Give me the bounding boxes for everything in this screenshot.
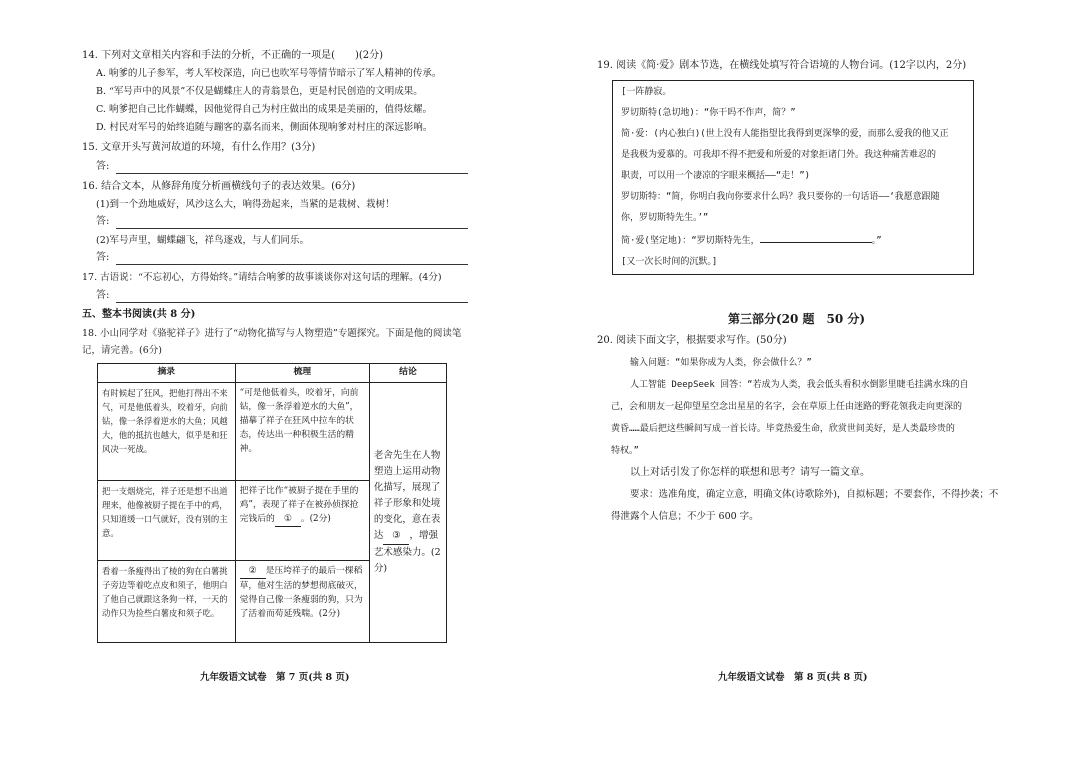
q20-para-3: 以上对话引发了你怎样的联想和思考？请写一篇文章。 bbox=[630, 467, 870, 478]
q20-para-2c: 黄昏……最后把这些瞬间写成一首长诗。毕竟热爱生命，欣赏世间美好，是人类最珍贵的 bbox=[611, 424, 955, 434]
q16-item-2: (2)军号声里，蝴蝶翩飞，祥鸟逐戏，与人们同乐。 bbox=[96, 235, 309, 246]
excerpt-cell-1: 有时候起了狂风，把他打得出不来气，可是他低着头，咬着牙，向前钻，像一条浮着逆水的大鱼；风越大，他的抵抗也越大，似乎是和狂风决一死战。 bbox=[98, 383, 236, 481]
page-7-footer: 九年级语文试卷 第 7 页(共 8 页) bbox=[200, 672, 350, 683]
script-line-1: 罗切斯特(急切地)：“你干吗不作声，简？” bbox=[621, 108, 796, 118]
reading-notes-table bbox=[97, 363, 447, 643]
q20-para-2b: 己，会和朋友一起仰望星空念出星星的名字，会在草原上任由迷路的野花领我走向更深的 bbox=[611, 402, 963, 412]
q17-stem: 17. 古语说：“不忘初心，方得始终。”请结合响爹的故事谈谈你对这句话的理解。(4分) bbox=[82, 272, 442, 283]
blank-2[interactable]: ② bbox=[240, 564, 266, 579]
analysis-2-after: 。(2分) bbox=[300, 514, 331, 525]
script-line-3a: 罗切斯特：“简，你明白我向你要求什么吗？我只要你的一句话语——‘我愿意跟随 bbox=[621, 192, 940, 202]
stage-direction-1: [一阵静寂。 bbox=[621, 87, 672, 97]
q16-answer-line-1[interactable] bbox=[116, 228, 468, 229]
conclusion-text-before: 老舍先生在人物塑造上运用动物化描写，展现了祥子形象和处境的变化，意在表达 bbox=[373, 450, 441, 541]
q15-answer-label: 答: bbox=[96, 161, 110, 172]
table-header-row bbox=[98, 364, 447, 383]
q14-stem: 14. 下列对文章相关内容和手法的分析，不正确的一项是( )(2分) bbox=[82, 50, 384, 61]
q19-stem: 19. 阅读《简·爱》剧本节选，在横线处填写符合语境的人物台词。(12字以内，2分) bbox=[597, 60, 967, 71]
analysis-cell-3 bbox=[235, 561, 369, 643]
excerpt-cell-2: 把一支烟烧完，祥子还是想不出道理来，他像被厨子提在手中的鸡，只知道缓一口气就好，没有别的主意。 bbox=[98, 481, 236, 561]
q20-requirements-a: 要求：选准角度，确定立意，明确文体(诗歌除外)，自拟标题；不要套作，不得抄袭；不 bbox=[630, 489, 999, 500]
q20-stem: 20. 阅读下面文字，根据要求写作。(50分) bbox=[597, 335, 787, 346]
script-line-4 bbox=[621, 232, 882, 248]
page-8-footer: 九年级语文试卷 第 8 页(共 8 页) bbox=[718, 672, 868, 683]
analysis-cell-2 bbox=[235, 481, 369, 561]
stage-direction-2: [又一次长时间的沉默。] bbox=[621, 257, 718, 267]
analysis-2-before: 把祥子比作“被厨子提在手里的鸡”，表现了祥子在被孙侦探抢完钱后的 bbox=[239, 486, 359, 525]
excerpt-cell-3: 看着一条瘦得出了棱的狗在白薯挑子旁边等着吃点皮和须子，他明白了他自己就跟这条狗一样，一天的动作只为捡些白薯皮和须子吃。 bbox=[98, 561, 236, 643]
q18-stem-line-1: 18. 小山同学对《骆驼祥子》进行了“动物化描写与人物塑造”专题探究。下面是他的阅读笔 bbox=[82, 328, 462, 339]
q16-answer-label-1: 答: bbox=[96, 216, 110, 227]
q20-para-2a: 人工智能 DeepSeek 回答：“若成为人类，我会低头看积水倒影里睫毛挂满水珠的自 bbox=[630, 380, 969, 390]
script-excerpt-box bbox=[612, 80, 974, 275]
q16-stem: 16. 结合文本，从修辞角度分析画横线句子的表达效果。(6分) bbox=[82, 181, 356, 192]
table-row bbox=[98, 383, 447, 481]
script-line-4-text: 简·爱(坚定地)：“罗切斯特先生， bbox=[621, 236, 760, 246]
conclusion-cell bbox=[369, 383, 446, 643]
q17-answer-line[interactable] bbox=[116, 302, 468, 303]
table-header-analysis: 梳理 bbox=[235, 364, 369, 383]
q20-requirements-b: 得泄露个人信息；不少于 600 字。 bbox=[611, 511, 759, 522]
q20-para-2d: 特权。” bbox=[611, 446, 639, 456]
q14-option-d: D. 村民对军号的始终追随与蹦客的嘉名而来，侧面体现响爹对村庄的深远影响。 bbox=[96, 122, 433, 133]
section-5-heading: 五、整本书阅读(共 8 分) bbox=[82, 309, 196, 320]
script-line-2b: 是我极为爱慕的。可我却不得不把爱和所爱的对象拒诸门外。我这种痛苦难忍的 bbox=[621, 150, 937, 160]
q14-option-b: B. “军号声中的风景”不仅是蝴蝶庄人的青翁景色，更是村民创造的文明成果。 bbox=[96, 86, 423, 97]
part-3-title: 第三部分(20 题 50 分) bbox=[728, 312, 866, 326]
q16-answer-label-2: 答: bbox=[96, 252, 110, 263]
conclusion-text-after: ，增强艺术感染力。(2分) bbox=[373, 530, 441, 574]
table-header-conclusion: 结论 bbox=[369, 364, 446, 383]
q15-answer-line[interactable] bbox=[116, 173, 468, 174]
script-line-4-end: 。” bbox=[871, 236, 882, 246]
q17-answer-label: 答: bbox=[96, 290, 110, 301]
script-line-2a: 简·爱：(内心独白)(世上没有人能指望比我得到更深挚的爱，而那么爱我的他又正 bbox=[621, 129, 949, 139]
q18-stem-line-2: 记，请完善。(6分) bbox=[82, 345, 162, 356]
q20-para-1: 输入问题：“如果你成为人类，你会做什么？” bbox=[630, 358, 812, 368]
q15-stem: 15. 文章开头写黄河故道的环境，有什么作用？(3分) bbox=[82, 142, 316, 153]
q14-option-a: A. 响爹的儿子参军，考人军校深造，向已也吹军号等情节暗示了军人精神的传承。 bbox=[96, 68, 442, 79]
table-header-excerpt: 摘录 bbox=[98, 364, 236, 383]
q16-item-1: (1)到一个劲地威好，风沙这么大，响得劲起来，当紧的是栽树、栽树！ bbox=[96, 199, 395, 210]
q16-answer-line-2[interactable] bbox=[116, 264, 468, 265]
analysis-3-after: 是压垮祥子的最后一棵稻草，他对生活的梦想彻底破灭，觉得自己像一条瘦弱的狗，只为了活着而苟延残喘。(2分) bbox=[239, 566, 363, 620]
script-line-3b: 你，罗切斯特先生。’” bbox=[621, 213, 709, 223]
script-line-2c: 职责，可以用一个凄凉的字眼来概括——“走！”) bbox=[621, 171, 811, 181]
analysis-cell-1: “可是他低着头，咬着牙，向前钻，像一条浮着逆水的大鱼”，描摹了祥子在狂风中拉车的状态，传达出一种积极生活的精神。 bbox=[235, 383, 369, 481]
blank-3[interactable]: ③ bbox=[383, 528, 409, 545]
q14-option-c: C. 响爹把自己比作蝴蝶，因他觉得自己为村庄做出的成果是美丽的，值得炫耀。 bbox=[96, 104, 432, 115]
q19-answer-blank[interactable] bbox=[760, 232, 872, 243]
blank-1[interactable]: ① bbox=[275, 512, 301, 527]
